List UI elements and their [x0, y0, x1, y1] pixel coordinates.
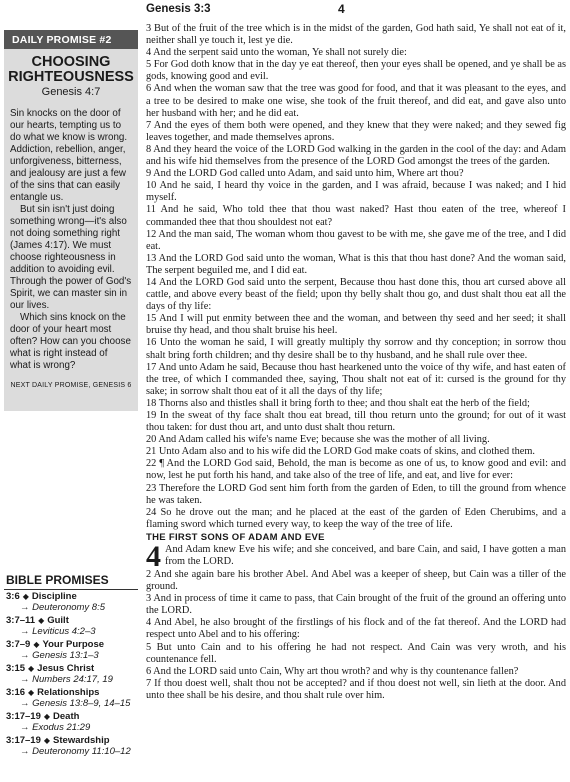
bible-promise-reference-text: Genesis 13:1–3 [32, 650, 99, 661]
bible-promises-divider [4, 589, 138, 590]
verse: 11 And he said, Who told thee that thou wast naked? Hast thou eaten of the tree, whereof I commanded thee that thou shouldest not eat? [146, 204, 566, 228]
daily-promise-body-line: But sin isn't just doing [20, 204, 115, 215]
daily-promise-box [4, 30, 138, 411]
bible-promise-verses: 3:15 [6, 663, 26, 674]
verse: 15 And I will put enmity between thee and the woman, and between thy seed and her seed; it shall bruise thy head, and thou shalt bruise his heel. [146, 313, 566, 337]
bible-promise-verses: 3:6 [6, 591, 20, 602]
daily-promise-body-line: Through the power of God's [10, 276, 132, 287]
bible-promise-item [6, 639, 140, 661]
bible-promise-reference-text: Exodus 21:29 [32, 722, 91, 733]
daily-promise-reference: Genesis 4:7 [41, 86, 101, 98]
arrow-right-icon: → [20, 626, 33, 637]
bible-promise-reference [6, 674, 140, 685]
bible-promise-topic: Jesus Christ [37, 663, 95, 674]
diamond-icon: ◆ [28, 664, 35, 673]
arrow-right-icon: → [20, 746, 33, 757]
verse: 19 In the sweat of thy face shalt thou eat bread, till thou return unto the ground; for out of it wast thou taken: for dust thou art, and unto dust shalt thou return. [146, 410, 566, 434]
verse: 4 And Abel, he also brought of the firstlings of his flock and of the fat thereof. And the LORD had respect unto Abel and to his offering: [146, 617, 566, 641]
daily-promise-body-line: Spirit, we can master sin in [10, 288, 128, 299]
bible-promise-topic: Relationships [37, 687, 100, 698]
section-heading: THE FIRST SONS OF ADAM AND EVE [146, 531, 325, 543]
daily-promise-body-line: addition to avoiding evil. [10, 264, 115, 275]
bible-promise-heading [6, 615, 140, 626]
daily-promise-body [4, 98, 138, 372]
verse: 2 And she again bare his brother Abel. And Abel was a keeper of sheep, but Cain was a tiller of the ground. [146, 568, 566, 593]
diamond-icon: ◆ [43, 736, 51, 745]
verse: 7 And the eyes of them both were opened, and they knew that they were naked; and they sewed fig leaves together, and made themselves aprons. [146, 119, 566, 143]
verse-text: And Adam knew Eve his wife; and she conceived, and bare Cain, and said, I have gotten a man from the LORD. [165, 543, 566, 568]
bible-promise-heading [6, 663, 140, 674]
bible-promise-heading [6, 591, 140, 602]
scripture-text [146, 23, 566, 702]
verse: 3 And in process of time it came to pass, that Cain brought of the fruit of the ground an offering unto the LORD. [146, 593, 566, 617]
verse: 7 If thou doest well, shalt thou not be accepted? and if thou doest not well, sin lieth at the door. And unto thee shall be his desire, and thou shalt rule over him. [146, 677, 566, 701]
verse: 17 And unto Adam he said, Because thou hast hearkened unto the voice of thy wife, and hast eaten of the tree, of which I commanded thee, saying, Thou shalt not eat of it: cursed is the ground for thy sake; in sorrow shalt thou eat of it all the days of thy life; [146, 361, 566, 397]
bible-promise-reference-text: Deuteronomy 11:10–12 [32, 746, 131, 757]
verse: 24 So he drove out the man; and he placed at the east of the garden of Eden Cherubims, and a flaming sword which turned every way, to keep the way of the tree of life. [146, 506, 566, 530]
diamond-icon: ◆ [28, 688, 35, 697]
verse: 14 And the LORD God said unto the serpent, Because thou hast done this, thou art cursed above all cattle, and above every beast of the field; upon thy belly shalt thou go, and dust shalt thou eat all the days of thy life: [146, 276, 566, 313]
daily-promise-body-line: of the sins that can easily [10, 180, 121, 191]
bible-promise-topic: Your Purpose [42, 639, 105, 650]
bible-promise-reference [6, 698, 140, 709]
daily-promise-body-line: Which sins knock on the [20, 312, 126, 323]
daily-promise-body-line: do what we know is wrong. [10, 132, 128, 143]
chapter-number: 4 [146, 539, 161, 573]
bible-promise-verses: 3:16 [6, 687, 26, 698]
daily-promise-body-line: what is right instead of [10, 348, 108, 359]
diamond-icon: ◆ [33, 640, 40, 649]
bible-promise-reference-text: Genesis 13:8–9, 14–15 [32, 698, 131, 709]
bible-promise-heading [6, 735, 140, 746]
verse: 6 And the LORD said unto Cain, Why art thou wroth? and why is thy countenance fallen? [146, 665, 519, 677]
bible-promise-item [6, 711, 140, 733]
diamond-icon: ◆ [38, 616, 45, 625]
bible-promise-topic: Death [53, 711, 80, 722]
verse: 18 Thorns also and thistles shall it bring forth to thee; and thou shalt eat the herb of the field; [146, 397, 530, 409]
daily-promise-body-line: something wrong—it's also [10, 216, 127, 227]
diamond-icon: ◆ [43, 712, 51, 721]
arrow-right-icon: → [20, 698, 33, 709]
verse: 8 And they heard the voice of the LORD God walking in the garden in the cool of the day: and Adam and his wife hid themselves from the presence of the LORD God amongst the trees of the garden. [146, 143, 566, 168]
daily-promise-body-line: Sin knocks on the door of [10, 108, 121, 119]
bible-promise-reference-text: Numbers 24:17, 19 [32, 674, 113, 685]
bible-promise-verses: 3:7–11 [6, 615, 36, 626]
arrow-right-icon: → [20, 674, 33, 685]
running-head-reference: Genesis 3:3 [146, 3, 211, 15]
bible-promise-reference [6, 650, 140, 661]
bible-promise-item [6, 591, 140, 613]
verse: 4 And the serpent said unto the woman, Ye shall not surely die: [146, 47, 407, 59]
page-number: 4 [338, 2, 345, 16]
bible-promise-reference [6, 626, 140, 637]
daily-promise-body-line: unforgiveness, bitterness, [10, 156, 122, 167]
daily-promise-body-line: and jealousy are just a few [10, 168, 126, 179]
verse: 10 And he said, I heard thy voice in the garden, and I was afraid, because I was naked; and I hid myself. [146, 180, 566, 204]
daily-promise-body-line: Addiction, rebellion, anger, [10, 144, 126, 155]
daily-promise-title-line: RIGHTEOUSNESS [8, 69, 134, 85]
bible-promise-heading [6, 687, 140, 698]
daily-promise-label: DAILY PROMISE #2 [4, 30, 138, 49]
daily-promise-body-line: our lives. [10, 300, 50, 311]
arrow-right-icon: → [20, 602, 33, 613]
bible-promise-verses: 3:17–19 [6, 711, 41, 722]
bible-promise-heading [6, 639, 140, 650]
daily-promise-body-line: (James 4:17). We must [10, 240, 112, 251]
bible-promises-list [6, 591, 140, 759]
diamond-icon: ◆ [22, 592, 29, 601]
daily-promise-title-line: CHOOSING [31, 54, 111, 70]
verse: 16 Unto the woman he said, I will greatly multiply thy sorrow and thy conception; in sorrow thou shalt bring forth children; and thy desire shall be to thy husband, and he shall rule over thee. [146, 337, 566, 361]
bible-promise-item [6, 615, 140, 637]
bible-promise-topic: Guilt [47, 615, 69, 626]
bible-promise-item [6, 735, 140, 757]
daily-promise-body-line: often? How can you choose [10, 336, 131, 347]
verse: 21 Unto Adam also and to his wife did the LORD God make coats of skins, and clothed them. [146, 446, 535, 458]
bible-promise-heading [6, 711, 140, 722]
daily-promise-title [4, 55, 138, 85]
chapter-3-verses [146, 23, 566, 531]
bible-promise-verses: 3:7–9 [6, 639, 31, 650]
verse: 13 And the LORD God said unto the woman, What is this that thou hast done? And the woman said, The serpent beguiled me, and I did eat. [146, 252, 566, 276]
daily-promise-body-line: not doing something right [10, 228, 121, 239]
daily-promise-body-line: choose righteousness in [10, 252, 116, 263]
bible-promise-reference-text: Deuteronomy 8:5 [32, 602, 106, 613]
verse: 20 And Adam called his wife's name Eve; because she was the mother of all living. [146, 434, 490, 446]
verse: 22 ¶ And the LORD God said, Behold, the man is become as one of us, to know good and evil: and now, lest he put forth his hand, and take also of the tree of life, and eat, and live for ever: [146, 458, 566, 482]
daily-promise-body-line: door of your heart most [10, 324, 112, 335]
verse: 9 And the LORD God called unto Adam, and said unto him, Where art thou? [146, 168, 464, 180]
verse: 6 And when the woman saw that the tree was good for food, and that it was pleasant to the eyes, and a tree to be desired to make one wise, she took of the fruit thereof, and did eat, and gave also unto her husband with her; and he did eat. [146, 83, 566, 119]
bible-promises-title: BIBLE PROMISES [6, 573, 109, 587]
daily-promise-body-line: entangle us. [10, 192, 64, 203]
arrow-right-icon: → [20, 722, 33, 733]
bible-promise-topic: Stewardship [53, 735, 110, 746]
bible-promise-topic: Discipline [31, 591, 77, 602]
daily-promise-body-line: our hearts, tempting us to [10, 120, 122, 131]
daily-promise-body-line: what is wrong? [10, 360, 76, 371]
verse: 5 For God doth know that in the day ye eat thereof, then your eyes shall be opened, and ye shall be as gods, knowing good and evil. [146, 59, 566, 83]
bible-promise-verses: 3:17–19 [6, 735, 41, 746]
bible-promise-reference [6, 602, 140, 613]
verse: 23 Therefore the LORD God sent him forth from the garden of Eden, to till the ground from whence he was taken. [146, 482, 566, 506]
verse: 3 But of the fruit of the tree which is in the midst of the garden, God hath said, Ye shall not eat of it, neither shall ye touch it, lest ye die. [146, 23, 566, 47]
verse: 5 But unto Cain and to his offering he had not respect. And Cain was very wroth, and his countenance fell. [146, 641, 566, 665]
chapter-4-verse-1 [146, 539, 566, 573]
bible-promise-item [6, 663, 140, 685]
bible-promise-reference-text: Leviticus 4:2–3 [32, 626, 96, 637]
bible-promise-reference [6, 746, 140, 757]
chapter-4-verses [146, 569, 566, 702]
verse: 12 And the man said, The woman whom thou gavest to be with me, she gave me of the tree, and I did eat. [146, 228, 566, 252]
arrow-right-icon: → [20, 650, 33, 661]
next-daily-promise: NEXT DAILY PROMISE, GENESIS 6 [10, 382, 132, 389]
bible-promise-item [6, 687, 140, 709]
bible-promise-reference [6, 722, 140, 733]
